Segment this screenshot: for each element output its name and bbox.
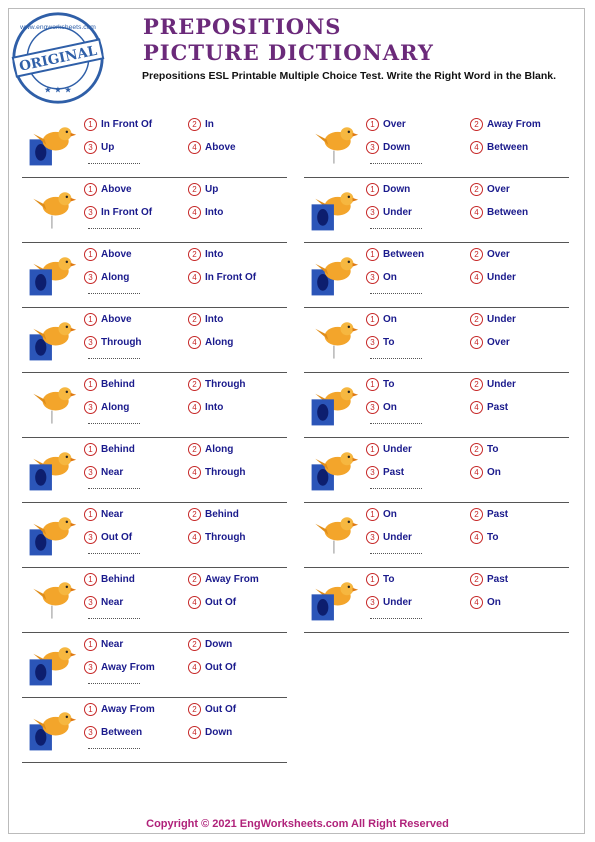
answer-option[interactable] [84,726,142,739]
preposition-illustration-icon [24,507,78,561]
option-number-icon: 2 [188,508,201,521]
question-row [22,633,287,698]
option-label: Away From [101,662,155,674]
option-label: Down [205,639,233,651]
answer-blank[interactable] [88,618,140,619]
answer-option[interactable] [84,141,114,154]
option-label: Under [383,207,412,219]
option-label: In Front Of [101,119,153,131]
answer-option[interactable] [366,443,412,456]
answer-option[interactable] [366,141,410,154]
answer-option[interactable] [188,661,236,674]
question-row [304,243,569,308]
option-number-icon: 4 [188,531,201,544]
answer-option[interactable] [188,531,246,544]
questions-column-right [304,113,569,633]
answer-option[interactable] [188,401,223,414]
option-label: To [383,379,395,391]
option-label: Under [383,597,412,609]
option-label: In [205,119,214,131]
answer-option[interactable] [470,336,510,349]
preposition-illustration-icon [24,637,78,691]
option-number-icon: 3 [84,271,97,284]
preposition-illustration-icon [306,312,360,366]
answer-blank[interactable] [88,163,140,164]
answer-option[interactable] [188,573,259,586]
option-number-icon: 3 [366,206,379,219]
option-number-icon: 4 [470,596,483,609]
answer-blank[interactable] [370,423,422,424]
option-label: Behind [101,574,135,586]
option-number-icon: 1 [366,573,379,586]
option-label: Near [101,467,124,479]
option-number-icon: 1 [84,703,97,716]
option-label: On [383,314,397,326]
option-number-icon: 4 [470,271,483,284]
answer-option[interactable] [188,183,218,196]
option-label: Through [101,337,142,349]
answer-blank[interactable] [88,748,140,749]
preposition-illustration-icon [306,247,360,301]
answer-option[interactable] [84,118,152,131]
answer-option[interactable] [470,443,498,456]
answer-option[interactable] [366,573,394,586]
option-label: Down [205,727,233,739]
answer-option[interactable] [470,183,510,196]
answer-option[interactable] [84,206,152,219]
answer-option[interactable] [84,443,135,456]
option-number-icon: 1 [366,443,379,456]
answer-option[interactable] [470,248,510,261]
option-label: On [487,467,501,479]
option-number-icon: 3 [366,466,379,479]
preposition-illustration-icon [24,572,78,626]
option-number-icon: 3 [366,531,379,544]
option-label: Through [205,532,246,544]
option-number-icon: 2 [470,313,483,326]
option-label: Into [205,249,224,261]
answer-blank[interactable] [88,423,140,424]
option-number-icon: 2 [470,183,483,196]
answer-blank[interactable] [88,683,140,684]
option-number-icon: 4 [188,661,201,674]
option-label: Near [101,597,124,609]
question-row [22,438,287,503]
option-label: Between [383,249,425,261]
answer-option[interactable] [470,508,508,521]
option-number-icon: 1 [366,508,379,521]
answer-option[interactable] [470,466,501,479]
question-row [304,438,569,503]
option-label: Over [487,337,510,349]
option-number-icon: 4 [470,206,483,219]
answer-option[interactable] [470,271,516,284]
answer-option[interactable] [84,336,142,349]
preposition-illustration-icon [24,312,78,366]
option-label: Under [487,314,516,326]
preposition-illustration-icon [24,702,78,756]
option-number-icon: 2 [188,118,201,131]
option-number-icon: 1 [366,313,379,326]
option-number-icon: 1 [84,508,97,521]
option-number-icon: 3 [366,141,379,154]
option-number-icon: 3 [84,726,97,739]
option-number-icon: 1 [366,378,379,391]
option-label: Past [487,509,509,521]
option-number-icon: 2 [188,248,201,261]
option-number-icon: 2 [470,443,483,456]
answer-blank[interactable] [88,553,140,554]
option-label: Through [205,379,246,391]
option-number-icon: 2 [470,248,483,261]
answer-option[interactable] [366,271,397,284]
option-label: Past [487,574,509,586]
option-label: Into [205,314,224,326]
option-number-icon: 1 [84,378,97,391]
option-number-icon: 2 [188,703,201,716]
option-number-icon: 1 [84,118,97,131]
instructions-text: Prepositions ESL Printable Multiple Choice Test. Write the Right Word in the Blank. [142,70,557,82]
option-number-icon: 4 [188,726,201,739]
question-row [304,178,569,243]
preposition-illustration-icon [306,442,360,496]
option-number-icon: 1 [366,248,379,261]
answer-option[interactable] [366,118,406,131]
question-row [304,308,569,373]
option-number-icon: 1 [366,183,379,196]
option-label: Down [383,184,411,196]
option-number-icon: 2 [188,638,201,651]
option-label: On [487,597,501,609]
questions-column-left [22,113,287,763]
question-row [22,113,287,178]
option-number-icon: 1 [84,573,97,586]
option-label: Under [487,272,516,284]
option-label: Between [487,142,529,154]
option-label: Out Of [205,704,237,716]
answer-option[interactable] [188,118,214,131]
answer-option[interactable] [188,596,236,609]
answer-blank[interactable] [88,228,140,229]
option-number-icon: 4 [470,336,483,349]
option-label: Above [101,314,132,326]
answer-option[interactable] [366,378,394,391]
option-number-icon: 4 [470,141,483,154]
option-number-icon: 1 [84,248,97,261]
option-label: Away From [101,704,155,716]
option-label: Along [101,402,130,414]
option-number-icon: 1 [366,118,379,131]
option-label: Behind [101,379,135,391]
option-label: Along [205,444,234,456]
option-label: To [383,574,395,586]
option-number-icon: 2 [188,573,201,586]
option-number-icon: 3 [84,661,97,674]
preposition-illustration-icon [306,572,360,626]
option-number-icon: 3 [366,271,379,284]
answer-option[interactable] [470,596,501,609]
preposition-illustration-icon [24,377,78,431]
option-number-icon: 2 [470,573,483,586]
answer-option[interactable] [188,508,239,521]
preposition-illustration-icon [24,182,78,236]
option-number-icon: 3 [84,206,97,219]
original-stamp-icon [10,10,106,106]
answer-option[interactable] [366,206,412,219]
question-row [22,243,287,308]
answer-option[interactable] [84,638,123,651]
question-row [22,178,287,243]
option-number-icon: 4 [188,141,201,154]
answer-option[interactable] [188,638,232,651]
answer-option[interactable] [366,466,404,479]
option-label: Out Of [205,662,237,674]
answer-option[interactable] [84,573,135,586]
option-label: Between [487,207,529,219]
option-label: To [383,337,395,349]
option-label: Behind [101,444,135,456]
question-row [22,373,287,438]
option-number-icon: 4 [470,531,483,544]
option-number-icon: 2 [188,378,201,391]
option-number-icon: 3 [84,141,97,154]
answer-option[interactable] [366,508,397,521]
answer-option[interactable] [366,183,410,196]
copyright-footer: Copyright © 2021 EngWorksheets.com All Right Reserved [146,818,449,830]
answer-option[interactable] [470,573,508,586]
question-row [22,308,287,373]
option-label: In Front Of [205,272,257,284]
option-label: Away From [487,119,541,131]
answer-option[interactable] [188,313,223,326]
option-label: Behind [205,509,239,521]
answer-option[interactable] [470,378,516,391]
answer-option[interactable] [188,336,233,349]
stamp-ring-label: www.engworksheets.com [20,24,96,32]
preposition-illustration-icon [24,442,78,496]
option-label: Above [101,184,132,196]
option-label: Between [101,727,143,739]
option-label: Out Of [205,597,237,609]
preposition-illustration-icon [306,377,360,431]
page-title-line2: PICTURE DICTIONARY [143,40,434,65]
option-label: Along [101,272,130,284]
answer-option[interactable] [84,313,132,326]
option-label: Over [487,184,510,196]
option-label: Into [205,207,224,219]
answer-option[interactable] [188,378,246,391]
answer-blank[interactable] [370,228,422,229]
answer-blank[interactable] [370,358,422,359]
option-label: On [383,272,397,284]
option-label: Up [101,142,115,154]
option-label: Above [205,142,236,154]
answer-blank[interactable] [88,293,140,294]
option-number-icon: 4 [188,271,201,284]
option-label: Through [205,467,246,479]
option-label: Past [487,402,509,414]
answer-option[interactable] [84,661,155,674]
option-number-icon: 3 [366,596,379,609]
answer-blank[interactable] [88,488,140,489]
answer-option[interactable] [188,466,246,479]
option-label: On [383,402,397,414]
option-number-icon: 2 [470,118,483,131]
option-label: Up [205,184,219,196]
answer-option[interactable] [188,206,223,219]
option-label: Near [101,509,124,521]
svg-text:★ ★ ★: ★ ★ ★ [44,84,72,95]
option-number-icon: 1 [84,443,97,456]
answer-option[interactable] [366,531,412,544]
option-number-icon: 3 [84,401,97,414]
question-row [304,113,569,178]
answer-option[interactable] [188,726,232,739]
answer-option[interactable] [470,531,498,544]
answer-option[interactable] [470,206,528,219]
option-number-icon: 1 [84,638,97,651]
question-row [304,568,569,633]
preposition-illustration-icon [306,182,360,236]
option-number-icon: 3 [84,466,97,479]
option-number-icon: 4 [188,336,201,349]
option-label: Along [205,337,234,349]
answer-option[interactable] [84,531,132,544]
option-label: Near [101,639,124,651]
option-number-icon: 2 [188,443,201,456]
option-label: In Front Of [101,207,153,219]
answer-option[interactable] [84,248,132,261]
option-number-icon: 3 [84,336,97,349]
answer-option[interactable] [366,336,394,349]
option-number-icon: 3 [366,401,379,414]
answer-option[interactable] [470,313,516,326]
option-number-icon: 2 [470,378,483,391]
answer-blank[interactable] [370,553,422,554]
answer-option[interactable] [84,703,155,716]
preposition-illustration-icon [24,117,78,171]
answer-option[interactable] [84,401,129,414]
option-label: Under [383,444,412,456]
answer-option[interactable] [366,313,397,326]
option-number-icon: 4 [188,206,201,219]
option-number-icon: 1 [84,183,97,196]
answer-option[interactable] [366,596,412,609]
answer-option[interactable] [366,401,397,414]
option-label: Away From [205,574,259,586]
option-label: Under [487,379,516,391]
option-label: Into [205,402,224,414]
stamp-label: ORIGINAL [17,42,99,75]
option-number-icon: 2 [470,508,483,521]
option-label: Over [487,249,510,261]
option-number-icon: 4 [470,401,483,414]
option-label: Over [383,119,406,131]
option-number-icon: 1 [84,313,97,326]
answer-option[interactable] [470,118,541,131]
preposition-illustration-icon [24,247,78,301]
option-label: Above [101,249,132,261]
question-row [22,503,287,568]
option-number-icon: 4 [188,466,201,479]
question-row [22,568,287,633]
answer-option[interactable] [84,378,135,391]
answer-option[interactable] [188,248,223,261]
option-label: Under [383,532,412,544]
option-label: Past [383,467,405,479]
answer-blank[interactable] [370,163,422,164]
option-label: To [487,532,499,544]
question-row [304,503,569,568]
page-title-line1: PREPOSITIONS [143,14,342,39]
option-number-icon: 3 [366,336,379,349]
answer-blank[interactable] [88,358,140,359]
option-label: Down [383,142,411,154]
preposition-illustration-icon [306,507,360,561]
option-number-icon: 2 [188,183,201,196]
answer-blank[interactable] [370,293,422,294]
option-number-icon: 4 [470,466,483,479]
answer-option[interactable] [188,141,236,154]
question-row [304,373,569,438]
option-label: To [487,444,499,456]
option-label: Out Of [101,532,133,544]
answer-option[interactable] [84,183,132,196]
answer-option[interactable] [188,443,233,456]
option-number-icon: 2 [188,313,201,326]
option-number-icon: 3 [84,531,97,544]
answer-option[interactable] [188,271,256,284]
option-label: On [383,509,397,521]
answer-option[interactable] [470,141,528,154]
answer-blank[interactable] [370,488,422,489]
option-number-icon: 4 [188,596,201,609]
answer-option[interactable] [84,271,129,284]
option-number-icon: 3 [84,596,97,609]
answer-option[interactable] [366,248,424,261]
answer-option[interactable] [188,703,236,716]
answer-option[interactable] [84,466,123,479]
option-number-icon: 4 [188,401,201,414]
question-row [22,698,287,763]
answer-option[interactable] [84,508,123,521]
preposition-illustration-icon [306,117,360,171]
answer-option[interactable] [470,401,508,414]
answer-option[interactable] [84,596,123,609]
answer-blank[interactable] [370,618,422,619]
